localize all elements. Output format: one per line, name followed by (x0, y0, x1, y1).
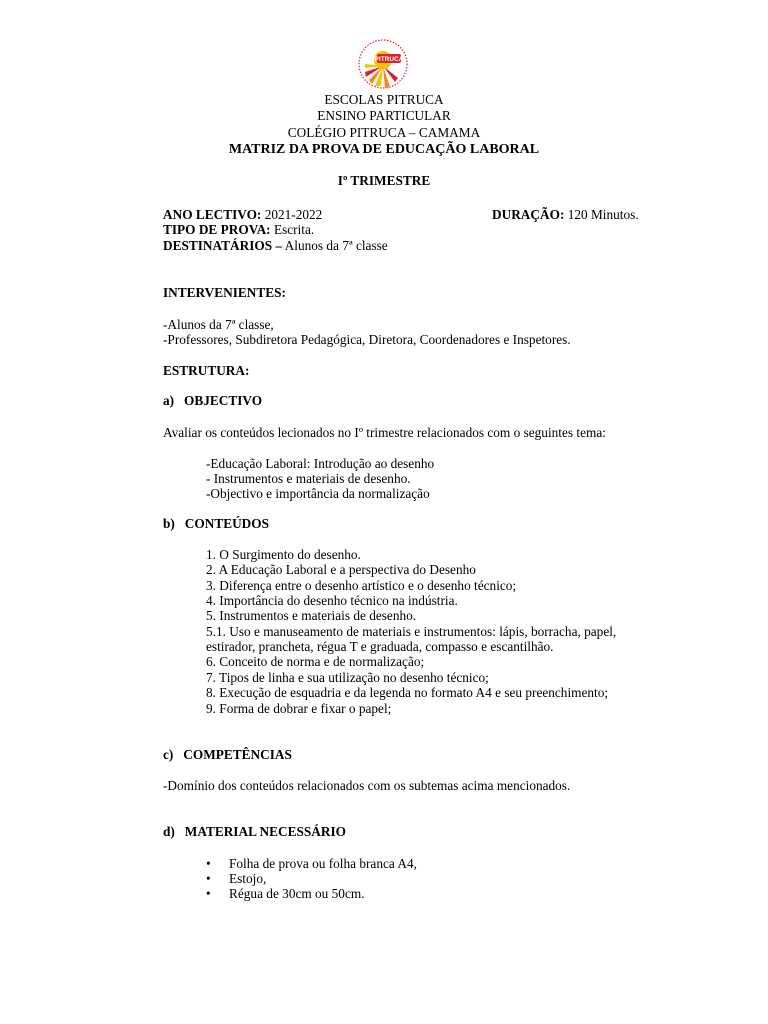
conteudos-item: estirador, prancheta, régua T e graduada, compasso e escantilhão. (206, 639, 554, 654)
tipo-prova-value: Escrita. (270, 222, 315, 237)
destinatarios-value: Alunos da 7ª classe (282, 238, 388, 253)
material-heading: d) MATERIAL NECESSÁRIO (163, 824, 346, 839)
objectivo-text: Avaliar os conteúdos lecionados no Iº trimestre relacionados com o seguintes tema: (163, 425, 606, 440)
material-item: • Régua de 30cm ou 50cm. (206, 886, 417, 901)
trimester-label: Iº TRIMESTRE (337, 173, 431, 188)
school-name: ESCOLAS PITRUCA (324, 92, 444, 107)
duracao-label: DURAÇÃO: (492, 207, 565, 222)
conteudos-item: 9. Forma de dobrar e fixar o papel; (206, 701, 392, 716)
conteudos-item: 6. Conceito de norma e de normalização; (206, 654, 425, 669)
document-title: MATRIZ DA PROVA DE EDUCAÇÃO LABORAL (228, 142, 540, 157)
material-list (206, 856, 417, 901)
intervenientes-heading: INTERVENIENTES: (163, 285, 286, 300)
ano-lectivo-label: ANO LECTIVO: (163, 207, 262, 222)
objectivo-heading: a) OBJECTIVO (163, 393, 263, 408)
intervenientes-item: -Professores, Subdiretora Pedagógica, Diretora, Coordenadores e Inspetores. (163, 332, 571, 347)
conteudos-item: 3. Diferença entre o desenho artístico e o desenho técnico; (206, 578, 517, 593)
school-logo (351, 38, 415, 94)
material-item: • Estojo, (206, 871, 417, 886)
destinatarios-row (163, 238, 388, 253)
ano-lectivo-value: 2021-2022 (261, 207, 323, 222)
logo-text: PITRUCA (374, 56, 404, 63)
intervenientes-item: -Alunos da 7ª classe, (163, 317, 274, 332)
conteudos-item: 8. Execução de esquadria e da legenda no formato A4 e seu preenchimento; (206, 685, 609, 700)
duracao-value: 120 Minutos. (564, 207, 639, 222)
conteudos-item: 2. A Educação Laboral e a perspectiva do Desenho (206, 562, 476, 577)
destinatarios-label: DESTINATÁRIOS – (163, 238, 283, 253)
conteudos-item: 5.1. Uso e manuseamento de materiais e instrumentos: lápis, borracha, papel, (206, 624, 617, 639)
school-location: COLÉGIO PITRUCA – CAMAMA (287, 125, 481, 140)
objectivo-item: -Objectivo e importância da normalização (206, 486, 430, 501)
competencias-text: -Domínio dos conteúdos relacionados com os subtemas acima mencionados. (163, 778, 571, 793)
ano-lectivo-row (163, 207, 322, 222)
material-item: • Folha de prova ou folha branca A4, (206, 856, 417, 871)
estrutura-heading: ESTRUTURA: (163, 363, 250, 378)
conteudos-item: 5. Instrumentos e materiais de desenho. (206, 608, 417, 623)
duracao-row (492, 207, 639, 222)
conteudos-item: 4. Importância do desenho técnico na indústria. (206, 593, 458, 608)
objectivo-item: -Educação Laboral: Introdução ao desenho (206, 456, 435, 471)
conteudos-item: 1. O Surgimento do desenho. (206, 547, 361, 562)
conteudos-heading: b) CONTEÚDOS (163, 516, 270, 531)
competencias-heading: c) COMPETÊNCIAS (163, 747, 292, 762)
objectivo-item: - Instrumentos e materiais de desenho. (206, 471, 411, 486)
school-type: ENSINO PARTICULAR (317, 108, 451, 123)
tipo-prova-row (163, 222, 314, 237)
tipo-prova-label: TIPO DE PROVA: (163, 222, 271, 237)
conteudos-item: 7. Tipos de linha e sua utilização no desenho técnico; (206, 670, 489, 685)
